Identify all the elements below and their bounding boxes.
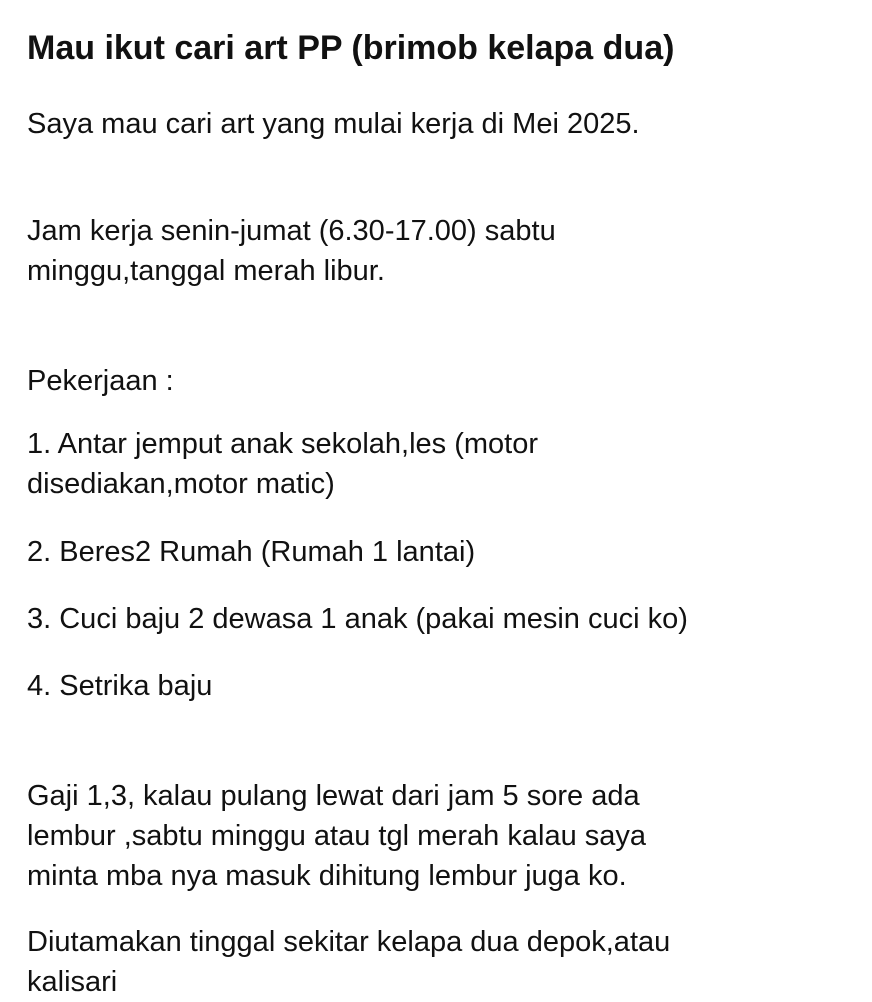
job-item-4 xyxy=(27,666,212,706)
post-title: Mau ikut cari art PP (brimob kelapa dua) xyxy=(27,29,675,67)
intro-line: Saya mau cari art yang mulai kerja di Mei 2025. xyxy=(27,108,640,140)
location-paragraph xyxy=(27,922,670,1002)
intro-paragraph xyxy=(27,104,640,144)
salary-line-1: Gaji 1,3, kalau pulang lewat dari jam 5 sore ada xyxy=(27,780,640,812)
working-hours-line-1: Jam kerja senin-jumat (6.30-17.00) sabtu xyxy=(27,215,556,247)
working-hours-line-2: minggu,tanggal merah libur. xyxy=(27,255,385,287)
jobs-heading xyxy=(27,361,174,401)
job-item-3-line-1: 3. Cuci baju 2 dewasa 1 anak (pakai mesin cuci ko) xyxy=(27,603,688,635)
job-item-4-line-1: 4. Setrika baju xyxy=(27,670,213,702)
job-item-1-line-1: 1. Antar jemput anak sekolah,les (motor xyxy=(27,428,538,460)
job-item-2 xyxy=(27,532,475,572)
working-hours-paragraph xyxy=(27,211,556,291)
job-item-2-line-1: 2. Beres2 Rumah (Rumah 1 lantai) xyxy=(27,536,476,568)
salary-line-2: lembur ,sabtu minggu atau tgl merah kalau saya xyxy=(27,820,647,852)
job-item-1 xyxy=(27,424,538,504)
location-line-2: kalisari xyxy=(27,966,118,998)
job-item-3 xyxy=(27,599,688,639)
location-line-1: Diutamakan tinggal sekitar kelapa dua depok,atau xyxy=(27,926,671,958)
salary-line-3: minta mba nya masuk dihitung lembur juga ko. xyxy=(27,860,627,892)
job-item-1-line-2: disediakan,motor matic) xyxy=(27,468,335,500)
salary-paragraph xyxy=(27,776,646,896)
jobs-heading-text: Pekerjaan : xyxy=(27,365,174,397)
